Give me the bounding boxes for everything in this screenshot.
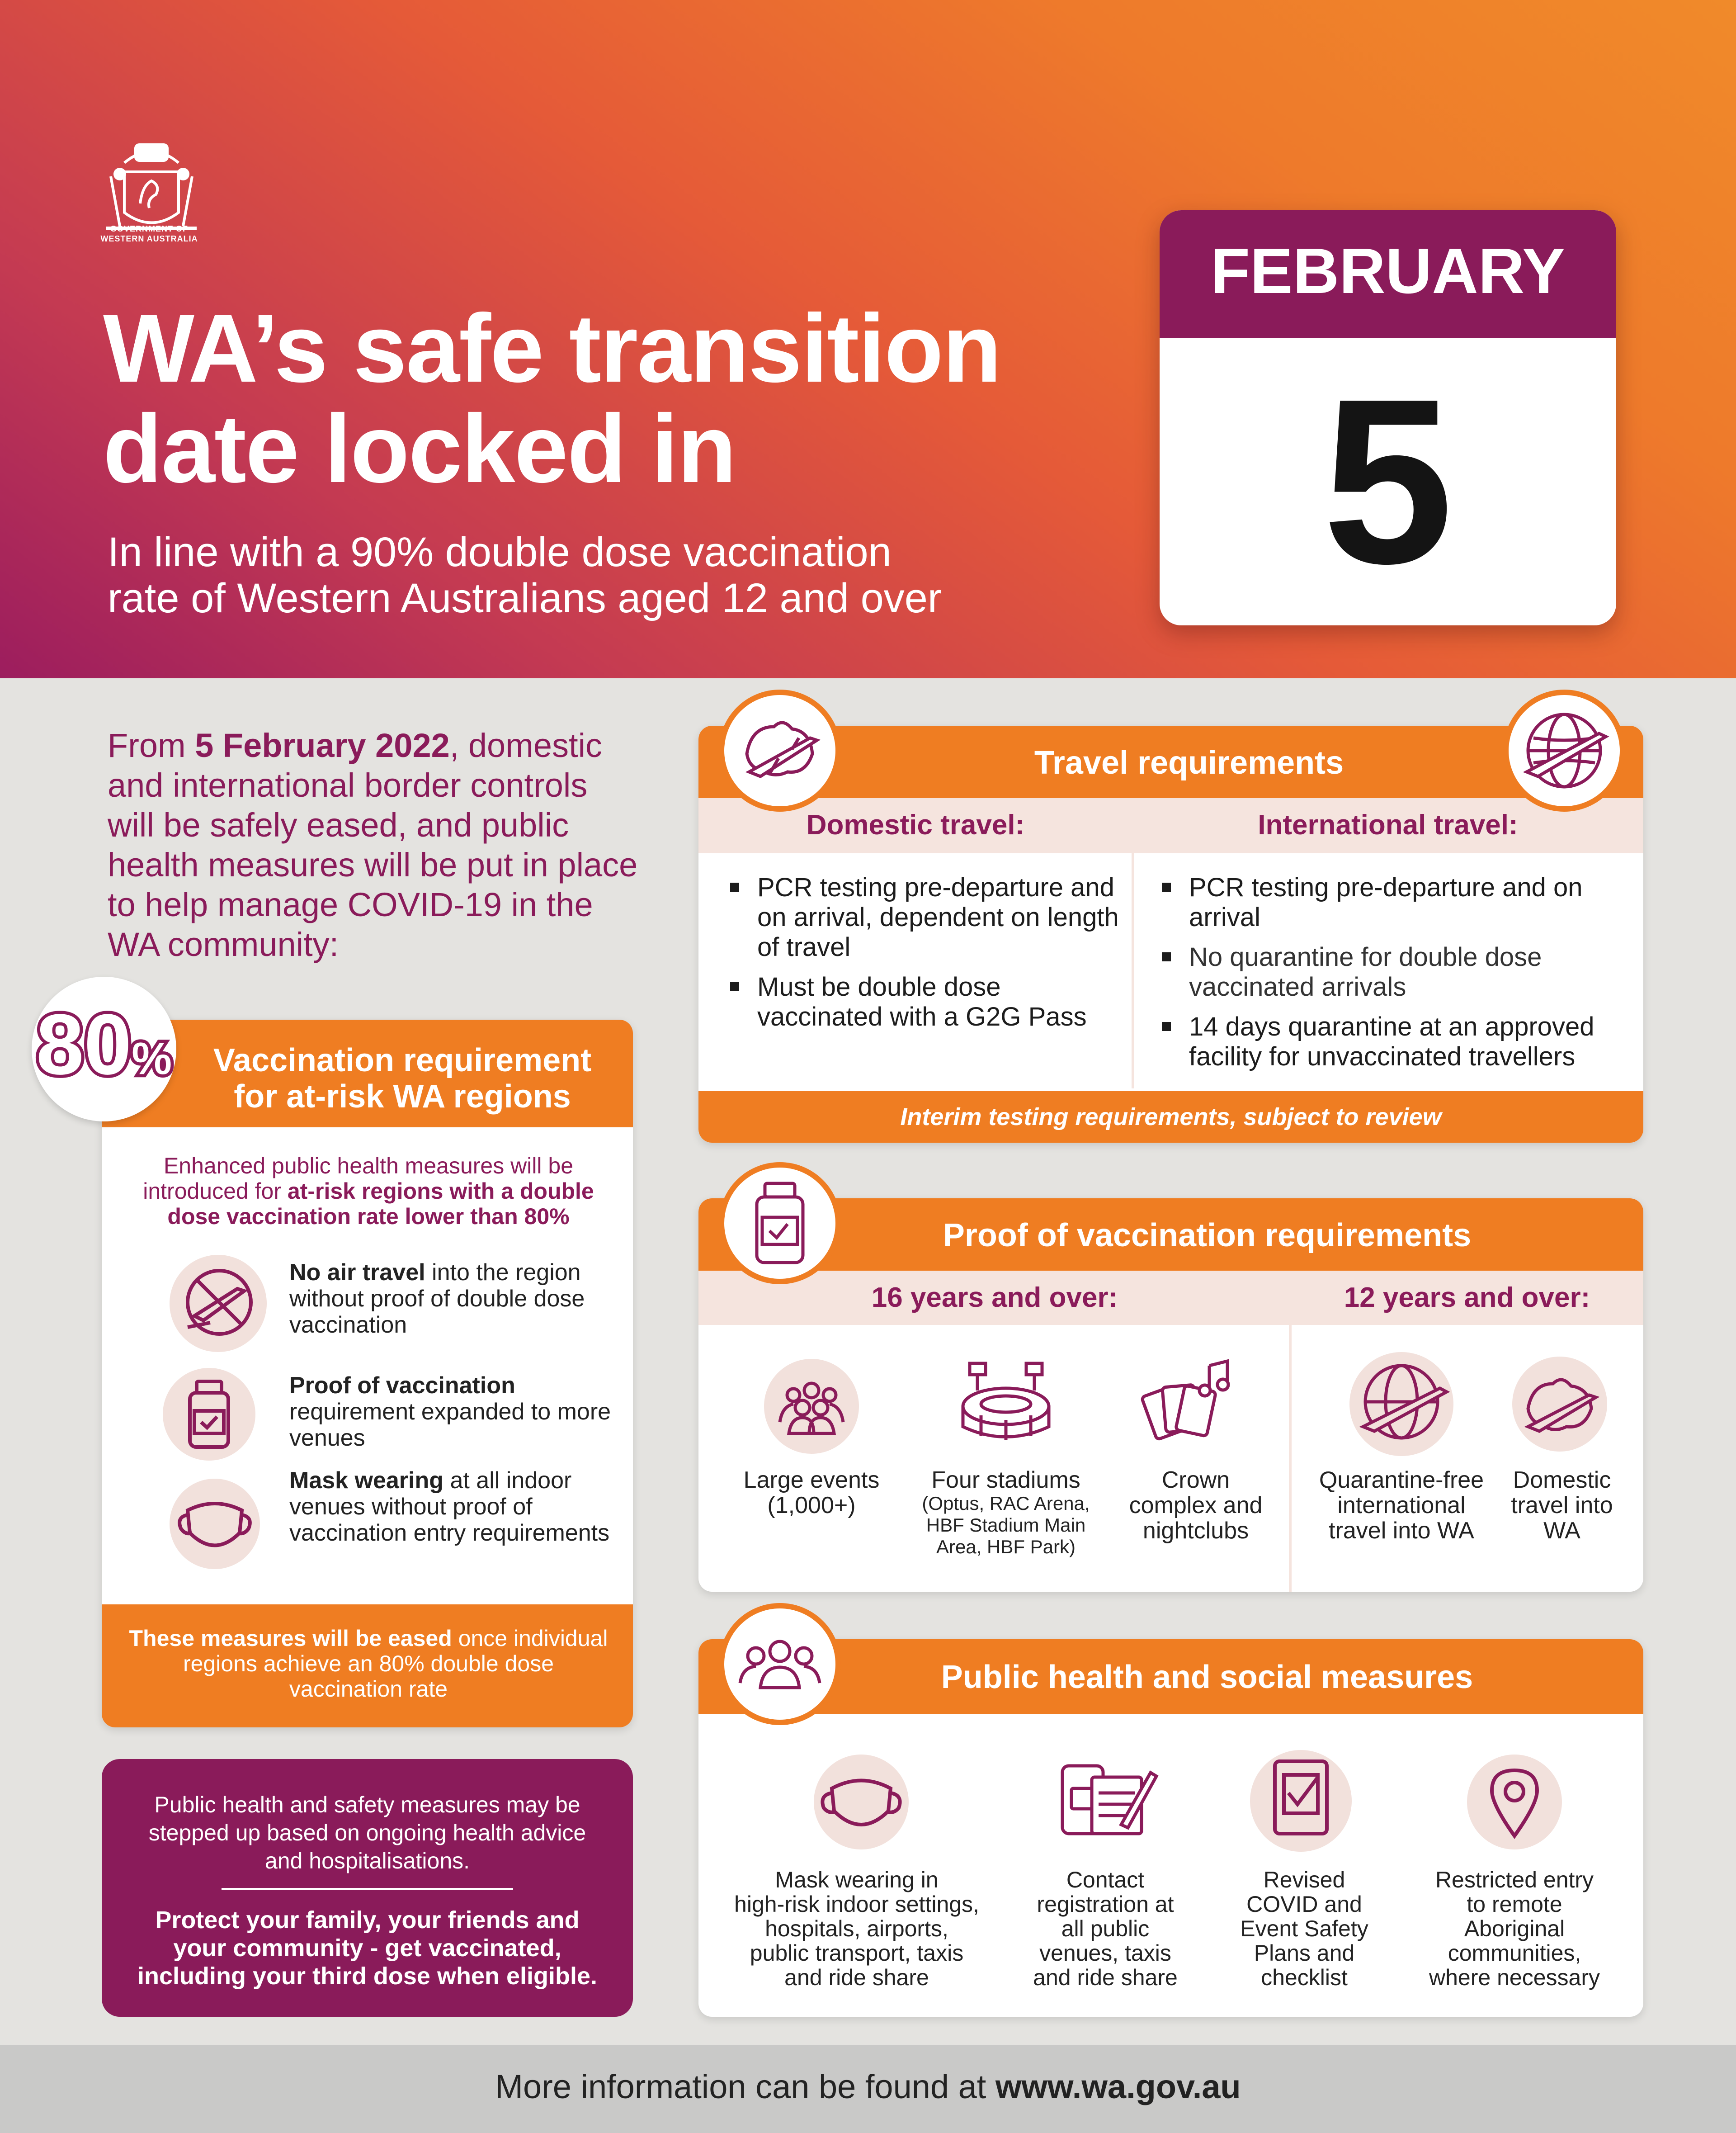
contact-registration-icon xyxy=(1053,1750,1157,1854)
crowd-icon xyxy=(764,1359,859,1454)
domestic-travel-heading: Domestic travel: xyxy=(806,809,1025,841)
list-item: No quarantine for double dose vaccinated arrivals xyxy=(1162,942,1623,1002)
public-health-item-label: Mask wearing in high-risk indoor settings, hospitals, airports, public transport, taxis and ride share xyxy=(734,1867,979,1990)
proof-item-label: Crown complex and nightclubs xyxy=(1129,1467,1263,1544)
face-mask-icon xyxy=(170,1479,260,1569)
footer-text: More information can be found at www.wa.gov.au xyxy=(495,2068,1241,2105)
people-group-icon xyxy=(719,1603,841,1725)
proof-item xyxy=(902,1467,1110,1558)
face-mask-icon xyxy=(814,1755,909,1849)
public-health-item-label: Contact registration at all public venues, taxis and ride share xyxy=(1033,1867,1178,1990)
proof-item-label: Four stadiums xyxy=(931,1467,1080,1493)
proof-item-label: Large events (1,000+) xyxy=(743,1467,880,1518)
vaccination-card-footer: These measures will be eased once individual regions achieve an 80% double dose vaccination rate xyxy=(129,1626,608,1702)
vaccine-vial-icon xyxy=(163,1368,255,1461)
globe-plane-icon xyxy=(1503,690,1625,812)
stadium-icon xyxy=(954,1348,1058,1452)
eighty-percent-badge: 80% xyxy=(32,977,176,1121)
list-item: 14 days quarantine at an approved facility for unvaccinated travellers xyxy=(1162,1012,1623,1072)
calendar-date xyxy=(1160,210,1616,625)
globe-plane-icon xyxy=(1349,1352,1453,1456)
public-health-title: Public health and social measures xyxy=(941,1659,1473,1695)
vaccination-item: Proof of vaccination requirement expanded to more venues xyxy=(289,1372,611,1451)
australia-plane-icon xyxy=(1512,1357,1607,1452)
advice-callout: Protect your family, your friends and your community - get vaccinated, including your third dose when eligible. xyxy=(137,1906,598,1990)
public-health-card xyxy=(698,1639,1643,2017)
travel-title: Travel requirements xyxy=(1034,745,1344,781)
proof-group-12: 12 years and over: xyxy=(1344,1282,1590,1313)
vaccination-item: No air travel into the region without proof of double dose vaccination xyxy=(289,1259,585,1338)
no-air-travel-icon xyxy=(170,1255,267,1352)
checklist-icon xyxy=(1250,1750,1352,1852)
proof-title: Proof of vaccination requirements xyxy=(943,1217,1472,1253)
international-travel-list xyxy=(1162,873,1623,1082)
vaccination-card-title: Vaccination requirement for at-risk WA regions xyxy=(213,1042,592,1115)
vaccination-item: Mask wearing at all indoor venues without proof of vaccination entry requirements xyxy=(289,1467,610,1546)
proof-item-label: Domestic travel into WA xyxy=(1511,1467,1613,1544)
proof-item-label: Quarantine-free international travel into WA xyxy=(1319,1467,1484,1544)
page-subtitle: In line with a 90% double dose vaccination rate of Western Australians aged 12 and over xyxy=(108,529,942,621)
proof-item-sublabel: (Optus, RAC Arena, HBF Stadium Main Area, HBF Park) xyxy=(922,1493,1090,1557)
intro-text: From 5 February 2022, domestic and international border controls will be safely eased, and public health measures will be put in place to help manage COVID-19 in the WA community: xyxy=(108,727,638,963)
international-travel-heading: International travel: xyxy=(1258,809,1518,841)
calendar-day: 5 xyxy=(1322,350,1453,613)
public-health-item-label: Restricted entry to remote Aboriginal communities, where necessary xyxy=(1429,1867,1600,1990)
travel-requirements-card xyxy=(698,726,1643,1143)
public-health-item-label: Revised COVID and Event Safety Plans and checklist xyxy=(1240,1867,1368,1990)
list-item: Must be double dose vaccinated with a G2G Pass xyxy=(730,972,1119,1032)
australia-plane-icon xyxy=(719,690,841,812)
vaccination-requirement-card xyxy=(102,1020,633,1727)
advice-card xyxy=(102,1759,633,2017)
calendar-month: FEBRUARY xyxy=(1211,235,1565,307)
proof-group-16: 16 years and over: xyxy=(871,1282,1118,1313)
crest-label: GOVERNMENT OF WESTERN AUSTRALIA xyxy=(100,224,198,243)
vaccination-card-lead: Enhanced public health measures will be introduced for at-risk regions with a double dose vaccination rate lower than 80% xyxy=(143,1153,594,1229)
footer-link[interactable]: www.wa.gov.au xyxy=(995,2068,1241,2105)
advice-text: Public health and safety measures may be stepped up based on ongoing health advice and hospitalisations. xyxy=(148,1792,586,1873)
list-item: PCR testing pre-departure and on arrival, dependent on length of travel xyxy=(730,873,1119,962)
vaccine-vial-icon xyxy=(719,1162,841,1284)
travel-note: Interim testing requirements, subject to review xyxy=(900,1103,1442,1130)
domestic-travel-list xyxy=(730,873,1119,1042)
proof-of-vaccination-card xyxy=(698,1198,1643,1592)
hero-banner xyxy=(0,0,1736,678)
page-title: WA’s safe transition date locked in xyxy=(103,294,1001,503)
location-pin-icon xyxy=(1467,1755,1562,1849)
list-item: PCR testing pre-departure and on arrival xyxy=(1162,873,1623,932)
playing-cards-icon xyxy=(1137,1348,1245,1456)
